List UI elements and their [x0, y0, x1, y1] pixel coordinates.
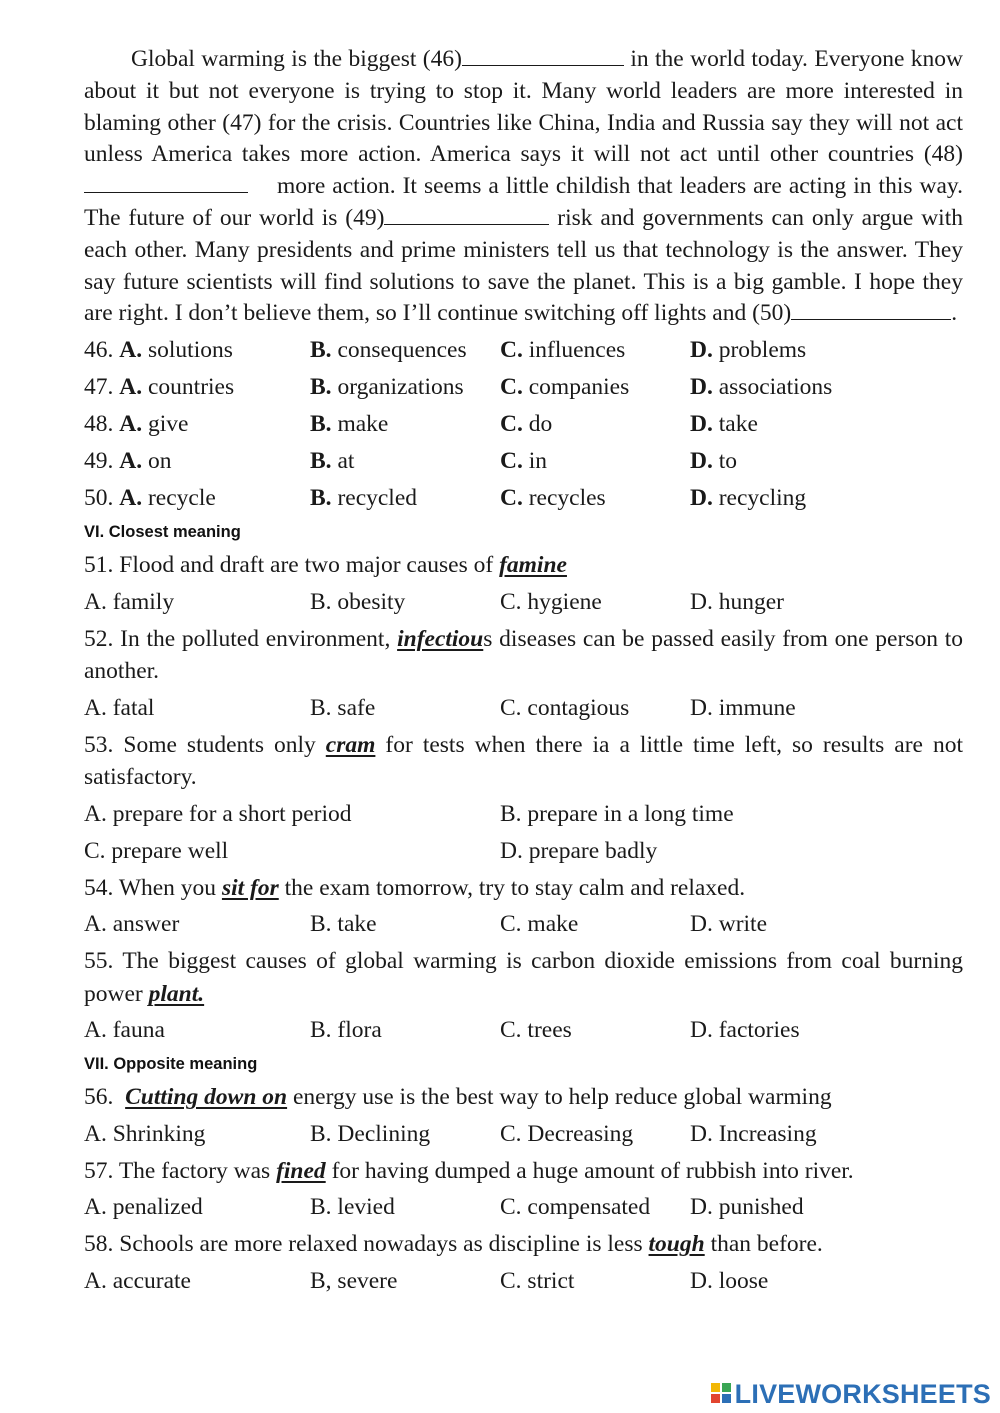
option-text: on	[142, 448, 172, 475]
option-49-d[interactable]	[690, 443, 737, 480]
question-58	[84, 1226, 963, 1263]
question-55	[84, 943, 963, 1012]
question-56-keyword: Cutting down on	[125, 1084, 288, 1111]
question-53-text: 53. Some students only	[84, 731, 326, 758]
cloze-options-row	[84, 406, 963, 443]
option-46-b[interactable]	[310, 332, 467, 369]
option-55-a[interactable]: A. fauna	[84, 1017, 165, 1044]
option-55-d[interactable]: D. factories	[690, 1017, 800, 1044]
option-letter: A.	[119, 411, 143, 438]
question-54-text: 54. When you	[84, 874, 222, 901]
option-46-a[interactable]	[84, 332, 233, 369]
option-49-a[interactable]	[84, 443, 171, 480]
option-letter: C.	[500, 448, 523, 475]
question-53	[84, 727, 963, 796]
option-49-c[interactable]	[500, 443, 547, 480]
question-57-keyword: fined	[276, 1157, 326, 1184]
question-number: 50.	[84, 485, 120, 512]
question-number: 46.	[84, 337, 120, 364]
logo-square-4	[722, 1394, 731, 1403]
option-text: countries	[142, 374, 235, 401]
option-55-c[interactable]: C. trees	[500, 1017, 572, 1044]
question-53-keyword: cram	[325, 731, 376, 758]
option-56-d[interactable]: D. Increasing	[690, 1120, 817, 1147]
liveworksheets-logo-icon	[711, 1382, 733, 1406]
option-55-b[interactable]: B. flora	[310, 1017, 382, 1044]
question-54-text-end: the exam tomorrow, try to stay calm and relaxed.	[278, 874, 746, 901]
question-58-text-end: than before.	[704, 1231, 823, 1258]
option-46-d[interactable]	[690, 332, 806, 369]
options-51	[84, 584, 963, 621]
option-56-c[interactable]: C. Decreasing	[500, 1120, 634, 1147]
worksheet-page	[84, 44, 963, 1300]
question-53-text-end: for tests when there ia a little time left, so results are not satisfactory.	[84, 731, 964, 791]
option-letter: B.	[310, 374, 332, 401]
options-57	[84, 1189, 963, 1226]
option-51-a[interactable]: A. family	[84, 588, 175, 615]
option-letter: A.	[119, 337, 143, 364]
option-letter: D.	[690, 374, 713, 401]
liveworksheets-logo-text: LIVEWORKSHEETS	[734, 1378, 991, 1409]
option-letter: A.	[119, 485, 143, 512]
option-letter: C.	[500, 411, 523, 438]
option-53-d[interactable]: D. prepare badly	[500, 837, 658, 864]
option-text: associations	[712, 374, 833, 401]
option-52-c[interactable]: C. contagious	[500, 694, 630, 721]
option-49-b[interactable]	[310, 443, 354, 480]
option-54-a[interactable]: A. answer	[84, 911, 180, 938]
blank-50[interactable]	[791, 299, 951, 320]
cloze-options-row	[84, 443, 963, 480]
option-47-c[interactable]	[500, 369, 629, 406]
question-55-keyword: plant.	[148, 980, 205, 1007]
option-text: solutions	[142, 337, 233, 364]
option-text: give	[142, 411, 189, 438]
option-text: consequences	[331, 337, 467, 364]
section-heading-opposite-meaning: VII. Opposite meaning	[84, 1055, 258, 1074]
question-51	[84, 547, 963, 584]
option-56-b[interactable]: B. Declining	[310, 1120, 431, 1147]
option-letter: C.	[500, 485, 523, 512]
option-47-d[interactable]	[690, 369, 832, 406]
option-50-a[interactable]	[84, 480, 216, 517]
passage-text-1: Global warming is the biggest (46)	[131, 46, 462, 72]
option-57-c[interactable]: C. compensated	[500, 1194, 651, 1221]
logo-square-2	[722, 1383, 731, 1392]
section-heading-closest-meaning: VI. Closest meaning	[84, 523, 241, 542]
option-52-a[interactable]: A. fatal	[84, 694, 155, 721]
option-54-c[interactable]: C. make	[500, 911, 579, 938]
option-letter: D.	[690, 485, 713, 512]
option-text: companies	[522, 374, 630, 401]
option-58-a[interactable]: A. accurate	[84, 1267, 191, 1294]
question-52-text: 52. In the polluted environment,	[84, 625, 398, 652]
option-letter: C.	[500, 337, 523, 364]
blank-49[interactable]	[384, 204, 549, 225]
option-letter: B.	[310, 485, 332, 512]
option-54-d[interactable]: D. write	[690, 911, 768, 938]
option-57-a[interactable]: A. penalized	[84, 1194, 203, 1221]
question-55-text: 55. The biggest causes of global warming is carbon dioxide emissions from coal burning power	[84, 948, 963, 1007]
option-text: organizations	[331, 374, 464, 401]
question-52-keyword: infectiou	[397, 625, 484, 652]
blank-48[interactable]	[84, 172, 248, 193]
option-letter: C.	[500, 374, 523, 401]
logo-square-1	[711, 1383, 720, 1392]
option-48-b[interactable]	[310, 406, 388, 443]
option-47-b[interactable]	[310, 369, 464, 406]
option-52-b[interactable]: B. safe	[310, 694, 376, 721]
passage-text-3: more action. It seems a little childish that leaders are acting in this way. The future of our world is (49)	[84, 173, 963, 231]
option-text: recycled	[331, 485, 418, 512]
options-53-row1	[84, 796, 963, 833]
option-text: recycling	[712, 485, 807, 512]
option-letter: B.	[310, 411, 332, 438]
option-57-b[interactable]: B. levied	[310, 1194, 395, 1221]
question-number: 49.	[84, 448, 120, 475]
option-52-d[interactable]: D. immune	[690, 694, 796, 721]
cloze-options-row	[84, 480, 963, 517]
option-53-b[interactable]: B. prepare in a long time	[500, 800, 734, 827]
option-letter: A.	[119, 448, 143, 475]
option-54-b[interactable]: B. take	[310, 911, 377, 938]
option-58-b[interactable]: B, severe	[310, 1267, 398, 1294]
option-51-d[interactable]: D. hunger	[690, 588, 784, 615]
option-letter: A.	[119, 374, 143, 401]
question-56	[84, 1079, 963, 1116]
options-56	[84, 1116, 963, 1153]
option-53-a[interactable]: A. prepare for a short period	[84, 800, 352, 827]
option-text: recycles	[522, 485, 606, 512]
passage-text-5: .	[951, 300, 958, 327]
passage-text-2: in the world today. Everyone know about it but not everyone is trying to stop it. Many world leaders are more interested in blaming other (47) for the crisis. Countries like China, India and Russia say they will not act unless America takes more action. America says it will not act until other countries (48)	[84, 46, 963, 168]
option-letter: B.	[310, 337, 332, 364]
option-57-d[interactable]: D. punished	[690, 1194, 804, 1221]
option-text: take	[712, 411, 758, 438]
question-54-keyword: sit for	[221, 874, 279, 901]
option-51-c[interactable]: C. hygiene	[500, 588, 602, 615]
option-text: make	[331, 411, 389, 438]
option-text: at	[331, 448, 355, 475]
option-58-d[interactable]: D. loose	[690, 1267, 769, 1294]
option-51-b[interactable]: B. obesity	[310, 588, 406, 615]
options-53-row2	[84, 833, 963, 870]
question-57-text: 57. The factory was	[84, 1157, 277, 1184]
option-text: recycle	[142, 485, 216, 512]
passage-text-4: risk and governments can only argue with each other. Many presidents and prime ministers tell us that technology is the answer. They say future scientists will find solutions to save the planet. This is a big gamble. I hope they are right. I don’t believe them, so I’ll continue switching off lights and (50)	[84, 204, 963, 327]
option-48-d[interactable]	[690, 406, 758, 443]
question-52-text-end: s diseases can be passed easily from one person to another.	[84, 625, 963, 685]
question-57-text-end: for having dumped a huge amount of rubbish into river.	[325, 1157, 854, 1184]
option-53-c[interactable]: C. prepare well	[84, 837, 229, 864]
options-58	[84, 1263, 963, 1300]
blank-46[interactable]	[462, 45, 624, 66]
options-54	[84, 906, 963, 943]
liveworksheets-footer[interactable]	[711, 1380, 991, 1408]
option-48-a[interactable]	[84, 406, 188, 443]
option-letter: D.	[690, 411, 713, 438]
option-letter: D.	[690, 337, 713, 364]
cloze-options-row	[84, 332, 963, 369]
option-text: in	[522, 448, 548, 475]
option-letter: B.	[310, 448, 332, 475]
option-text: influences	[522, 337, 626, 364]
question-54	[84, 870, 963, 907]
option-text: do	[522, 411, 553, 438]
option-letter: D.	[690, 448, 713, 475]
question-58-text: 58. Schools are more relaxed nowadays as discipline is less	[84, 1231, 649, 1258]
question-51-keyword: famine	[499, 552, 567, 579]
question-56-text: 56.	[84, 1084, 126, 1111]
option-46-c[interactable]	[500, 332, 625, 369]
question-number: 47.	[84, 374, 120, 401]
logo-square-3	[711, 1394, 720, 1403]
option-50-c[interactable]	[500, 480, 606, 517]
question-number: 48.	[84, 411, 120, 438]
question-51-text: 51. Flood and draft are two major causes of	[84, 552, 500, 579]
cloze-options	[84, 332, 963, 517]
option-50-b[interactable]	[310, 480, 417, 517]
option-48-c[interactable]	[500, 406, 552, 443]
question-57	[84, 1153, 963, 1190]
option-56-a[interactable]: A. Shrinking	[84, 1120, 206, 1147]
options-55	[84, 1012, 963, 1049]
option-50-d[interactable]	[690, 480, 806, 517]
options-52	[84, 690, 963, 727]
cloze-passage	[84, 44, 963, 330]
cloze-options-row	[84, 369, 963, 406]
option-text: problems	[712, 337, 807, 364]
option-58-c[interactable]: C. strict	[500, 1267, 575, 1294]
question-56-text-end: energy use is the best way to help reduce global warming	[287, 1084, 832, 1111]
option-47-a[interactable]	[84, 369, 234, 406]
question-52	[84, 621, 963, 690]
option-text: to	[712, 448, 738, 475]
question-58-keyword: tough	[648, 1231, 705, 1258]
